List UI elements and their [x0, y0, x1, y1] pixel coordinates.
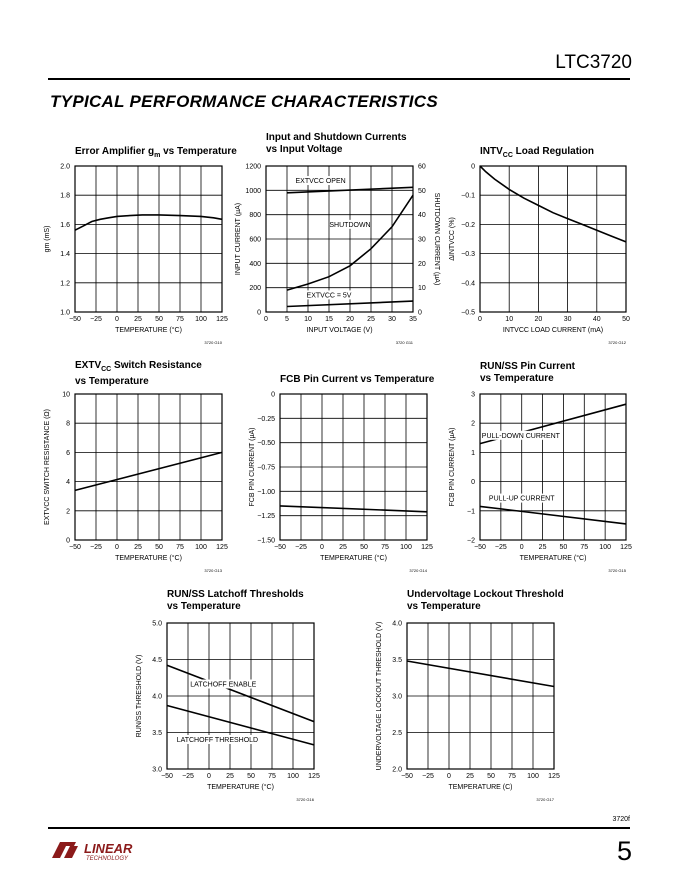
x-tick-label: 0 — [207, 773, 211, 780]
x-tick-label: 0 — [519, 544, 524, 551]
y-tick-label: −1 — [467, 508, 475, 516]
x-tick-label: 25 — [339, 544, 347, 551]
y-tick-label: 1200 — [245, 163, 261, 171]
chart-3 — [440, 156, 676, 352]
x-tick-label: 15 — [325, 316, 333, 323]
series-line — [75, 452, 222, 490]
x-tick-label: 0 — [115, 544, 119, 551]
y-tick-label: −0.50 — [257, 440, 275, 448]
y-tick-label: 8 — [66, 420, 70, 428]
x-tick-label: −25 — [422, 773, 434, 780]
chart-title: RUN/SS Latchoff Thresholds vs Temperature — [167, 589, 304, 612]
chart-6 — [440, 384, 676, 580]
x-tick-label: −25 — [494, 544, 507, 551]
x-tick-label: −50 — [161, 773, 173, 780]
figure-code: 3720 G17 — [536, 797, 554, 802]
x-tick-label: 50 — [487, 773, 495, 780]
y2-tick-label: 10 — [418, 285, 426, 293]
y-tick-label: 3.0 — [152, 766, 162, 774]
x-tick-label: −25 — [295, 544, 307, 551]
x-tick-label: −50 — [69, 544, 81, 551]
y-axis-label: INPUT CURRENT (µA) — [235, 202, 242, 276]
x-tick-label: 125 — [216, 544, 228, 551]
x-axis-label: TEMPERATURE (°C) — [519, 555, 587, 562]
x-tick-label: 125 — [620, 544, 632, 551]
figure-code: 3720 G15 — [608, 568, 626, 573]
x-tick-label: 5 — [285, 316, 289, 323]
y-tick-label: 0 — [471, 479, 475, 487]
x-tick-label: 30 — [388, 316, 396, 323]
figure-code: 3720 G14 — [409, 568, 427, 573]
x-axis-label: TEMPERATURE (°C) — [207, 784, 274, 791]
chart-8 — [367, 613, 604, 809]
x-axis-label: INTVCC LOAD CURRENT (mA) — [502, 327, 604, 334]
x-tick-label: −25 — [90, 316, 102, 323]
chart-title: $INTV_{CC}$ Load Regulation — [480, 146, 595, 159]
figure-code: 3720 G10 — [204, 340, 222, 345]
y-tick-label: 4.0 — [392, 620, 402, 628]
y-axis-label: UNDERVOLTAGE LOCKOUT THRESHOLD (V) — [376, 621, 383, 771]
x-tick-label: 25 — [538, 544, 547, 551]
y-tick-label: 10 — [62, 391, 70, 399]
x-tick-label: −50 — [401, 773, 413, 780]
x-tick-label: 25 — [134, 316, 142, 323]
y-axis-label: FCB PIN CURRENT (µA) — [449, 427, 456, 507]
x-tick-label: 0 — [478, 316, 482, 323]
plot-frame — [480, 166, 626, 312]
chart-title: Error Amplifier $g_m$ vs Temperature — [75, 146, 237, 159]
section-title: TYPICAL PERFORMANCE CHARACTERISTICS — [50, 92, 438, 111]
x-tick-label: −50 — [274, 544, 286, 551]
x-tick-label: 75 — [268, 773, 276, 780]
series-line — [280, 506, 427, 512]
y-tick-label: −0.1 — [461, 192, 475, 200]
x-tick-label: 20 — [346, 316, 354, 323]
part-number: LTC3720 — [555, 52, 632, 73]
x-tick-label: 100 — [400, 544, 412, 551]
x-tick-label: 125 — [548, 773, 560, 780]
x-tick-label: 125 — [421, 544, 433, 551]
y-tick-label: 3.0 — [392, 693, 402, 701]
y-axis-label: RUN/SS THRESHOLD (V) — [136, 654, 143, 738]
x-tick-label: 125 — [216, 316, 228, 323]
y2-tick-label: 0 — [418, 309, 422, 317]
y-tick-label: 400 — [249, 260, 261, 268]
y-tick-label: −0.5 — [461, 309, 475, 317]
series-label: LATCHOFF THRESHOLD — [176, 736, 259, 744]
y-tick-label: 5.0 — [152, 620, 162, 628]
header-rule — [48, 78, 630, 80]
x-tick-label: 100 — [287, 773, 299, 780]
chart-title: Undervoltage Lockout Threshold vs Temperature — [407, 589, 564, 612]
series-label: SHUTDOWN — [329, 221, 371, 229]
x-tick-label: 10 — [505, 316, 514, 323]
y2-tick-label: 20 — [418, 260, 426, 268]
series-line — [75, 215, 222, 230]
y-tick-label: −1.00 — [257, 488, 275, 496]
x-tick-label: 75 — [176, 544, 184, 551]
x-tick-label: 25 — [134, 544, 142, 551]
y-tick-label: 2.5 — [392, 730, 402, 737]
y-tick-label: 0 — [257, 309, 261, 317]
series-label: PULL-UP CURRENT — [488, 495, 555, 503]
x-axis-label: INPUT VOLTAGE (V) — [306, 327, 373, 334]
y-tick-label: 0 — [471, 163, 475, 171]
figure-code: 3720 G13 — [204, 568, 222, 573]
y-tick-label: −1.50 — [257, 537, 275, 545]
x-tick-label: 100 — [195, 544, 207, 551]
plot-frame — [480, 394, 626, 540]
x-tick-label: 20 — [534, 316, 543, 323]
plot-frame — [75, 394, 222, 540]
series-label: PULL-DOWN CURRENT — [481, 432, 560, 440]
x-tick-label: 50 — [155, 316, 163, 323]
page-number: 5 — [616, 836, 632, 866]
series-line — [167, 665, 314, 721]
x-tick-label: 0 — [264, 316, 268, 323]
x-tick-label: 50 — [155, 544, 163, 551]
x-tick-label: 0 — [320, 544, 324, 551]
y2-tick-label: 40 — [418, 212, 426, 220]
x-axis-label: TEMPERATURE (C) — [448, 784, 513, 791]
linear-technology-logo — [50, 838, 146, 867]
x-tick-label: 35 — [409, 316, 417, 323]
x-tick-label: 30 — [563, 316, 572, 323]
x-axis-label: TEMPERATURE (°C) — [115, 327, 182, 334]
y-tick-label: −0.75 — [257, 464, 275, 472]
y-tick-label: 3 — [471, 391, 475, 399]
x-tick-label: 0 — [115, 316, 119, 323]
y-tick-label: 800 — [249, 212, 261, 220]
x-tick-label: −25 — [90, 544, 102, 551]
y-tick-label: 3.5 — [152, 730, 162, 737]
x-tick-label: 75 — [580, 544, 589, 551]
y-tick-label: 2.0 — [392, 766, 402, 774]
x-axis-label: TEMPERATURE (°C) — [115, 555, 182, 562]
x-tick-label: −50 — [69, 316, 81, 323]
series-line — [407, 661, 554, 687]
x-tick-label: 75 — [508, 773, 516, 780]
y-axis-label: ΔINTVCC (%) — [449, 217, 456, 261]
chart-2 — [226, 156, 463, 352]
chart-title: $EXTV_{CC}$ Switch Resistance vs Temperature — [75, 360, 202, 387]
y-tick-label: 2 — [66, 508, 70, 516]
y-tick-label: 1.6 — [60, 221, 70, 229]
y-tick-label: −0.25 — [257, 415, 275, 423]
y2-tick-label: 50 — [418, 187, 426, 195]
y-tick-label: −2 — [467, 537, 475, 545]
logo-subtext: TECHNOLOGY — [86, 856, 129, 862]
y2-axis-label: SHUTDOWN CURRENT (µA) — [433, 192, 440, 286]
y-tick-label: −0.3 — [461, 251, 475, 259]
y-tick-label: 1.2 — [60, 280, 70, 288]
x-tick-label: 50 — [247, 773, 255, 780]
x-tick-label: 100 — [195, 316, 207, 323]
y-tick-label: −0.4 — [461, 280, 475, 288]
x-tick-label: 75 — [176, 316, 184, 323]
y-tick-label: 200 — [249, 285, 261, 293]
footer-rule — [48, 827, 630, 829]
series-label: EXTVCC OPEN — [295, 178, 346, 186]
y-tick-label: 2 — [471, 420, 475, 428]
plot-frame — [75, 166, 222, 312]
y-tick-label: 2.0 — [60, 163, 70, 171]
y-tick-label: 1.4 — [60, 251, 70, 259]
figure-code: 3720 G12 — [608, 340, 626, 345]
y-tick-label: 0 — [66, 537, 70, 545]
series-line — [480, 166, 626, 242]
x-tick-label: 100 — [599, 544, 611, 551]
logo-text: LINEAR — [84, 841, 133, 856]
x-tick-label: 75 — [381, 544, 389, 551]
y-tick-label: −0.2 — [461, 221, 475, 229]
y2-tick-label: 60 — [418, 163, 426, 171]
doc-code: 3720f — [612, 816, 630, 823]
y-tick-label: 1 — [471, 449, 475, 457]
chart-4 — [35, 384, 272, 580]
chart-7 — [127, 613, 364, 809]
y-tick-label: 3.5 — [392, 657, 402, 664]
y-tick-label: 4 — [66, 479, 70, 487]
figure-code: 3720 G11 — [395, 340, 413, 345]
chart-title: Input and Shutdown Currents vs Input Voltage — [266, 132, 407, 155]
y-axis-label: gm (mS) — [44, 225, 51, 253]
y2-tick-label: 30 — [418, 236, 426, 244]
series-label: EXTVCC = 5V — [306, 292, 352, 300]
x-tick-label: 125 — [308, 773, 320, 780]
x-tick-label: −50 — [474, 544, 486, 551]
x-tick-label: −25 — [182, 773, 194, 780]
chart-title: FCB Pin Current vs Temperature — [280, 374, 435, 385]
x-tick-label: 40 — [592, 316, 601, 323]
y-tick-label: 6 — [66, 449, 70, 457]
x-tick-label: 50 — [559, 544, 568, 551]
y-axis-label: EXTVCC SWITCH RESISTANCE (Ω) — [44, 409, 51, 525]
y-tick-label: 4.0 — [152, 693, 162, 701]
y-tick-label: 4.5 — [152, 657, 162, 664]
y-tick-label: −1.25 — [257, 513, 275, 521]
y-axis-label: FCB PIN CURRENT (µA) — [249, 427, 256, 507]
x-tick-label: 25 — [367, 316, 375, 323]
series-line — [480, 506, 626, 524]
lt-logo-icon — [50, 838, 146, 862]
series-label: LATCHOFF ENABLE — [190, 681, 257, 689]
figure-code: 3720 G16 — [296, 797, 314, 802]
x-tick-label: 0 — [447, 773, 451, 780]
x-tick-label: 10 — [304, 316, 312, 323]
x-tick-label: 25 — [466, 773, 474, 780]
y-tick-label: 600 — [249, 236, 261, 244]
y-tick-label: 1.8 — [60, 192, 70, 200]
x-tick-label: 25 — [226, 773, 234, 780]
x-tick-label: 50 — [360, 544, 368, 551]
y-tick-label: 1000 — [245, 187, 261, 195]
x-tick-label: 100 — [527, 773, 539, 780]
y-tick-label: 1.0 — [60, 309, 70, 317]
y-tick-label: 0 — [271, 391, 275, 399]
x-tick-label: 50 — [622, 316, 630, 323]
chart-title: RUN/SS Pin Current vs Temperature — [480, 361, 576, 384]
x-axis-label: TEMPERATURE (°C) — [320, 555, 387, 562]
